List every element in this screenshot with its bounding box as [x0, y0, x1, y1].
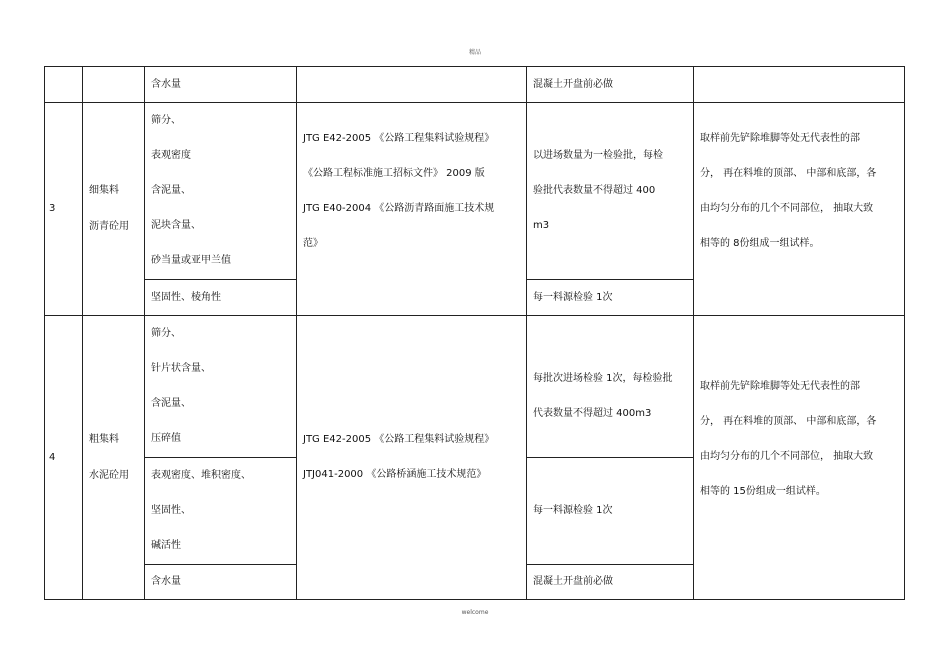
material-name-line: 粗集料 — [89, 433, 119, 445]
sampling-cell — [694, 103, 905, 316]
sampling-line: 相等的 15份组成一组试样。 — [700, 486, 826, 497]
param-cell — [145, 316, 297, 458]
frequency-cell: 混凝土开盘前必做 — [527, 565, 694, 600]
param-cell: 坚固性、棱角性 — [145, 280, 297, 316]
material-name-line: 细集料 — [89, 185, 119, 197]
param-line: 含泥量、 — [151, 184, 191, 196]
param-line: 表观密度、堆积密度、 — [151, 469, 251, 481]
standard-line: JTJ041-2000 《公路桥涵施工技术规范》 — [303, 469, 487, 480]
standard-cell — [297, 103, 527, 316]
frequency-line: 每批次进场检验 1次，每检验批 — [533, 373, 673, 384]
frequency-cell: 每一料源检验 1次 — [527, 458, 694, 565]
param-line: 筛分、 — [151, 114, 181, 126]
cell-empty — [297, 67, 527, 103]
item-number: 4 — [45, 316, 83, 600]
frequency-cell: 混凝土开盘前必做 — [527, 67, 694, 103]
standard-cell — [297, 316, 527, 600]
material-name — [83, 103, 145, 316]
frequency-line: m3 — [533, 220, 550, 231]
param-line: 碱活性 — [151, 540, 181, 552]
param-cell: 含水量 — [145, 67, 297, 103]
param-line: 针片状含量、 — [151, 362, 211, 374]
frequency-cell — [527, 103, 694, 280]
cell-empty — [45, 67, 83, 103]
param-line: 压碎值 — [151, 433, 181, 445]
param-cell — [145, 103, 297, 280]
item-number: 3 — [45, 103, 83, 316]
param-line: 含泥量、 — [151, 398, 191, 410]
frequency-line: 代表数量不得超过 400m3 — [533, 408, 652, 419]
standard-line: 《公路工程标准施工招标文件》 2009 版 — [303, 167, 485, 179]
param-line: 表观密度 — [151, 149, 191, 161]
standard-line: JTG E42-2005 《公路工程集料试验规程》 — [303, 434, 495, 445]
sampling-line: 分， 再在料堆的顶部、 中部和底部，各 — [700, 167, 877, 179]
standard-line: JTG E40-2004 《公路沥青路面施工技术规 — [303, 202, 495, 214]
param-line: 砂当量或亚甲兰值 — [151, 255, 231, 267]
frequency-line: 以进场数量为一检验批，每检 — [533, 150, 663, 161]
standard-line: 范》 — [303, 237, 323, 249]
frequency-cell — [527, 316, 694, 458]
frequency-cell: 每一料源检验 1次 — [527, 280, 694, 316]
table-row — [45, 67, 905, 103]
sampling-line: 由均匀分布的几个不同部位， 抽取大致 — [700, 451, 874, 462]
table-row — [45, 316, 905, 458]
param-line: 筛分、 — [151, 327, 181, 339]
sampling-line: 由均匀分布的几个不同部位， 抽取大致 — [700, 202, 874, 214]
material-name-line: 水泥砼用 — [89, 469, 129, 481]
param-line: 泥块含量、 — [151, 220, 201, 232]
param-cell: 含水量 — [145, 565, 297, 600]
sampling-line: 相等的 8份组成一组试样。 — [700, 237, 820, 249]
sampling-line: 取样前先铲除堆脚等处无代表性的部 — [700, 132, 860, 144]
sampling-line: 取样前先铲除堆脚等处无代表性的部 — [700, 381, 860, 392]
sampling-cell — [694, 316, 905, 600]
header-watermark: 精品 — [468, 49, 481, 56]
test-spec-table — [44, 66, 905, 600]
material-name — [83, 316, 145, 600]
frequency-line: 验批代表数量不得超过 400 — [533, 185, 656, 196]
standard-line: JTG E42-2005 《公路工程集料试验规程》 — [303, 132, 495, 144]
cell-empty — [83, 67, 145, 103]
param-cell — [145, 458, 297, 565]
cell-empty — [694, 67, 905, 103]
sampling-line: 分， 再在料堆的顶部、 中部和底部，各 — [700, 416, 877, 427]
material-name-line: 沥青砼用 — [89, 221, 129, 232]
table-row — [45, 103, 905, 280]
footer-watermark: welcome — [461, 609, 489, 616]
param-line: 坚固性、 — [151, 504, 191, 516]
